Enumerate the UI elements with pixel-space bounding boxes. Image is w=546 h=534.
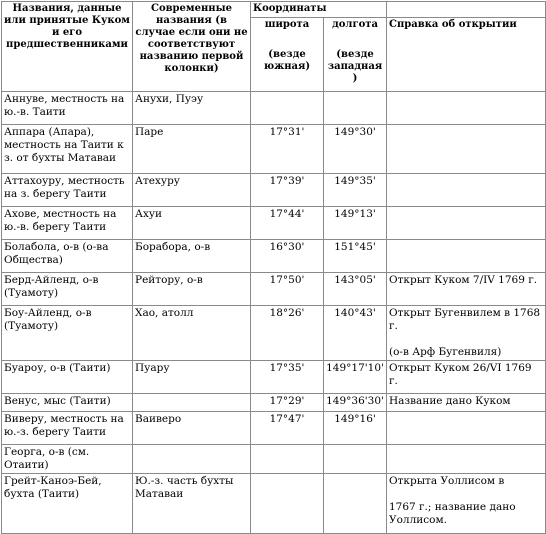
latitude-value: 16°30' <box>251 240 324 273</box>
table-row <box>2 394 546 412</box>
latitude-note: (везде южная) <box>263 49 311 72</box>
place-name: Боу-Айленд, о-в (Туамоту) <box>2 306 133 361</box>
discovery-note: Открыт Куком 7/IV 1769 г. <box>387 273 546 306</box>
place-name: Буароу, о-в (Таити) <box>2 361 133 394</box>
table-row <box>2 412 546 445</box>
discovery-note <box>387 125 546 174</box>
place-name: Болабола, о-в (о-ва Общества) <box>2 240 133 273</box>
modern-name: Ю.-з. часть бухты Матаваи <box>133 474 251 534</box>
modern-name: Ваиверо <box>133 412 251 445</box>
modern-name: Ахуи <box>133 207 251 240</box>
discovery-note <box>387 445 546 474</box>
discovery-note-extra: (о-в Арф Бугенвиля) <box>389 346 502 358</box>
discovery-note <box>387 240 546 273</box>
discovery-note-extra: 1767 г.; название дано Уоллисом. <box>389 501 516 526</box>
longitude-value: 149°13' <box>324 207 387 240</box>
discovery-note: Открыта Уоллисом в 1767 г.; название дано Уоллисом. <box>387 474 546 534</box>
header-name: Названия, данные или принятые Куком и его предшественниками <box>2 2 133 92</box>
discovery-note: Название дано Куком <box>387 394 546 412</box>
place-name: Виверу, местность на ю.-з. берегу Таити <box>2 412 133 445</box>
latitude-value: 17°50' <box>251 273 324 306</box>
discovery-note: Открыт Бугенвилем в 1768 г. (о-в Арф Бугенвиля) <box>387 306 546 361</box>
place-name: Грейт-Каноэ-Бей, бухта (Таити) <box>2 474 133 534</box>
modern-name: Анухи, Пуэу <box>133 92 251 125</box>
place-name: Венус, мыс (Таити) <box>2 394 133 412</box>
longitude-value <box>324 92 387 125</box>
header-empty-cell <box>387 2 546 18</box>
table-row <box>2 474 546 534</box>
table-row <box>2 445 546 474</box>
table-row <box>2 125 546 174</box>
latitude-value: 17°39' <box>251 174 324 207</box>
modern-name: Борабора, о-в <box>133 240 251 273</box>
modern-name <box>133 394 251 412</box>
table-row <box>2 306 546 361</box>
table-row <box>2 273 546 306</box>
discovery-note <box>387 92 546 125</box>
discovery-note: Открыт Куком 26/VI 1769 г. <box>387 361 546 394</box>
modern-name: Паре <box>133 125 251 174</box>
modern-name: Пуару <box>133 361 251 394</box>
header-longitude <box>324 18 387 92</box>
table-row <box>2 240 546 273</box>
latitude-value: 17°44' <box>251 207 324 240</box>
place-name: Ахове, местность на ю.-в. берегу Таити <box>2 207 133 240</box>
longitude-value: 143°05' <box>324 273 387 306</box>
longitude-value: 149°35' <box>324 174 387 207</box>
longitude-value <box>324 474 387 534</box>
place-name: Аппара (Апара), местность на Таити к з. от бухты Матаваи <box>2 125 133 174</box>
longitude-value: 149°36'30' <box>324 394 387 412</box>
latitude-value: 17°35' <box>251 361 324 394</box>
place-name: Аттахоуру, местность на з. берегу Таити <box>2 174 133 207</box>
table-row <box>2 174 546 207</box>
longitude-value: 140°43' <box>324 306 387 361</box>
header-modern-name: Современные названия (в случае если они не соответствуют названию первой колонки) <box>133 2 251 92</box>
table-row <box>2 207 546 240</box>
discovery-note <box>387 412 546 445</box>
table-row <box>2 92 546 125</box>
latitude-value: 17°47' <box>251 412 324 445</box>
place-name: Георга, о-в (см. Отаити) <box>2 445 133 474</box>
discovery-note <box>387 174 546 207</box>
modern-name: Атехуру <box>133 174 251 207</box>
modern-name: Рейтору, о-в <box>133 273 251 306</box>
latitude-value: 17°31' <box>251 125 324 174</box>
longitude-value: 151°45' <box>324 240 387 273</box>
latitude-value: 17°29' <box>251 394 324 412</box>
modern-name: Хао, атолл <box>133 306 251 361</box>
longitude-value <box>324 445 387 474</box>
modern-name <box>133 445 251 474</box>
table-row <box>2 361 546 394</box>
place-name: Аннуве, местность на ю.-в. Таити <box>2 92 133 125</box>
header-latitude <box>251 18 324 92</box>
latitude-value: 18°26' <box>251 306 324 361</box>
latitude-value <box>251 445 324 474</box>
longitude-note: (везде западная) <box>327 49 383 84</box>
place-name: Берд-Айленд, о-в (Туамоту) <box>2 273 133 306</box>
places-table <box>1 1 546 534</box>
latitude-title: широта <box>264 19 310 30</box>
header-row <box>2 2 546 18</box>
latitude-value <box>251 92 324 125</box>
longitude-value: 149°16' <box>324 412 387 445</box>
longitude-value: 149°17'10' <box>324 361 387 394</box>
longitude-title: долгота <box>332 19 378 30</box>
latitude-value <box>251 474 324 534</box>
longitude-value: 149°30' <box>324 125 387 174</box>
header-discovery-info: Справка об открытии <box>387 18 546 92</box>
discovery-note <box>387 207 546 240</box>
header-coordinates: Координаты <box>251 2 387 18</box>
